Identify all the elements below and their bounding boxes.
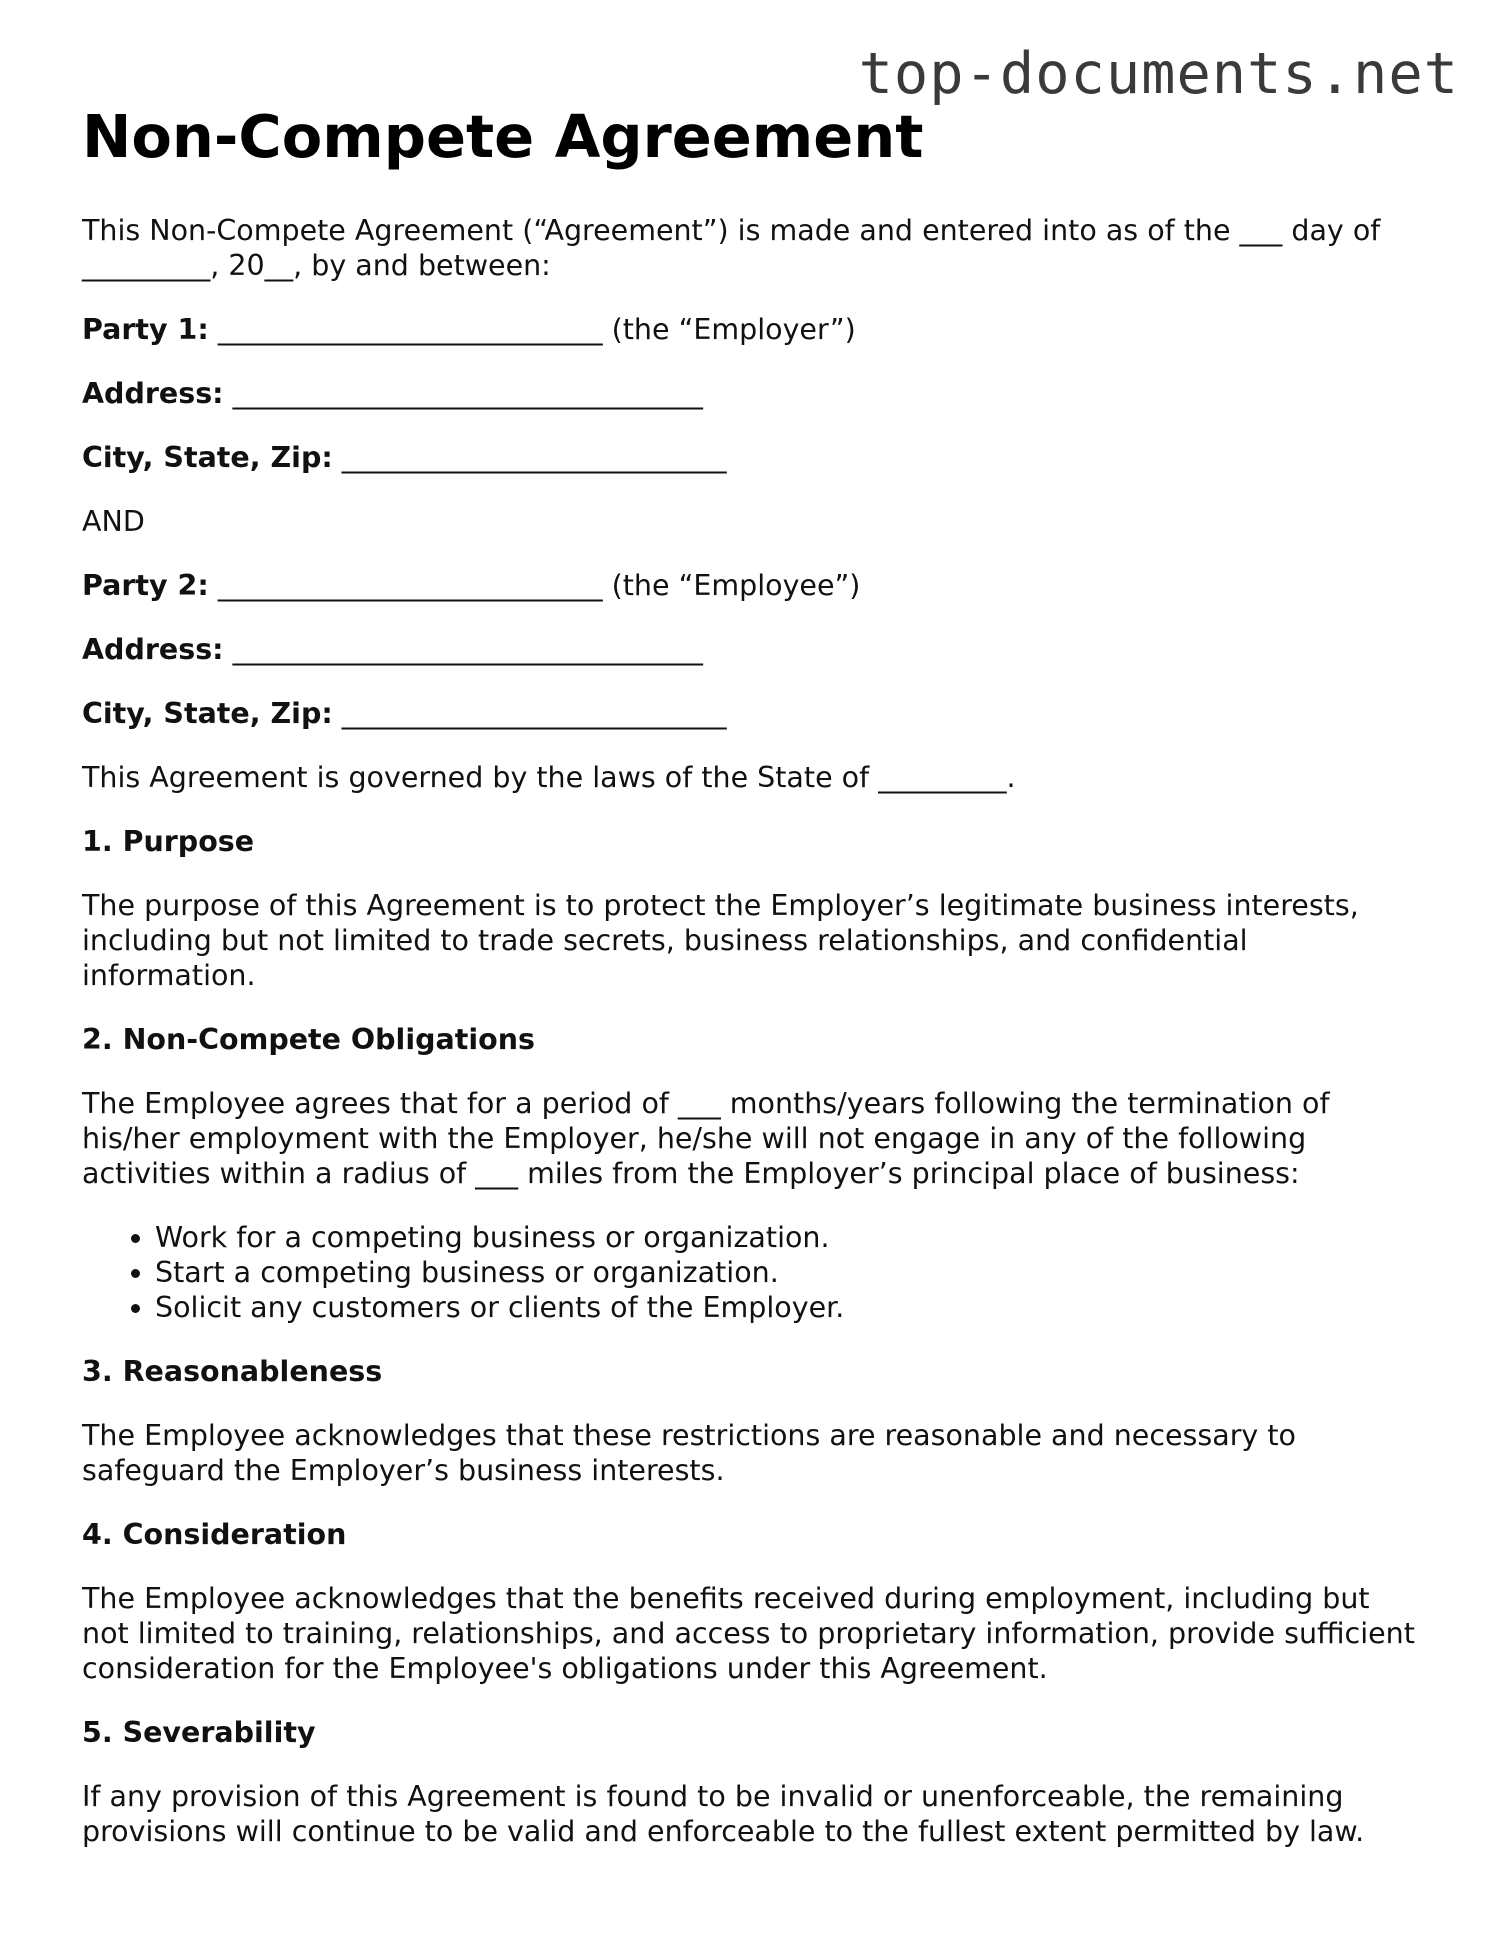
party2-city-field	[82, 696, 1422, 731]
section-heading-severability: 5. Severability	[82, 1715, 316, 1749]
document-page	[82, 102, 1422, 1878]
party2-address-line: _________________________________	[223, 632, 703, 666]
intro-paragraph: This Non-Compete Agreement (“Agreement”) is made and entered into as of the ___ day of _________, 20__, by and between:	[82, 213, 1381, 282]
party1-address-line: _________________________________	[223, 376, 703, 410]
party1-city-field	[82, 440, 1422, 475]
party1-label: Party 1:	[82, 312, 209, 346]
party1-city-label: City, State, Zip:	[82, 440, 333, 474]
party2-label: Party 2:	[82, 568, 209, 602]
list-item: • Work for a competing business or organization.	[155, 1220, 1422, 1255]
watermark: top-documents.net	[858, 41, 1459, 107]
party2-address-label: Address:	[82, 632, 224, 666]
section-heading-reasonableness: 3. Reasonableness	[82, 1354, 383, 1388]
party1-line: ___________________________ (the “Employer”)	[208, 312, 856, 346]
party1-city-line: ___________________________	[332, 440, 727, 474]
party2-city-label: City, State, Zip:	[82, 696, 333, 730]
section-body-obligations: The Employee agrees that for a period of ___ months/years following the termination of his/her employment with the Employer, he/she will not engage in any of the following activities within a radius of ___ miles from the Employer’s principal place of business:	[82, 1086, 1330, 1190]
list-item: • Solicit any customers or clients of the Employer.	[155, 1290, 1422, 1325]
document-title: Non-Compete Agreement	[82, 102, 924, 171]
party1-name-field	[82, 312, 1422, 347]
party2-city-line: ___________________________	[332, 696, 727, 730]
party2-address-field	[82, 632, 1422, 667]
party2-line: ___________________________ (the “Employee”)	[208, 568, 861, 602]
section-heading-obligations: 2. Non-Compete Obligations	[82, 1022, 535, 1056]
governing-law-paragraph: This Agreement is governed by the laws of the State of _________.	[82, 760, 1016, 794]
section-heading-consideration: 4. Consideration	[82, 1517, 347, 1551]
party1-address-field	[82, 376, 1422, 411]
section-heading-purpose: 1. Purpose	[82, 824, 255, 858]
section-body-purpose: The purpose of this Agreement is to protect the Employer’s legitimate business interests, including but not limited to trade secrets, business relationships, and confidential information.	[82, 888, 1359, 992]
section-body-reasonableness: The Employee acknowledges that these restrictions are reasonable and necessary to safeguard the Employer’s business interests.	[82, 1418, 1296, 1487]
section-body-severability: If any provision of this Agreement is found to be invalid or unenforceable, the remaining provisions will continue to be valid and enforceable to the fullest extent permitted by law.	[82, 1779, 1365, 1848]
party2-name-field	[82, 568, 1422, 603]
obligations-list	[82, 1220, 1422, 1325]
and-separator: AND	[82, 504, 145, 538]
party1-address-label: Address:	[82, 376, 224, 410]
list-item: • Start a competing business or organization.	[155, 1255, 1422, 1290]
section-body-consideration: The Employee acknowledges that the benefits received during employment, including but not limited to training, relationships, and access to proprietary information, provide sufficient consideration for the Employee's obligations under this Agreement.	[82, 1581, 1415, 1685]
